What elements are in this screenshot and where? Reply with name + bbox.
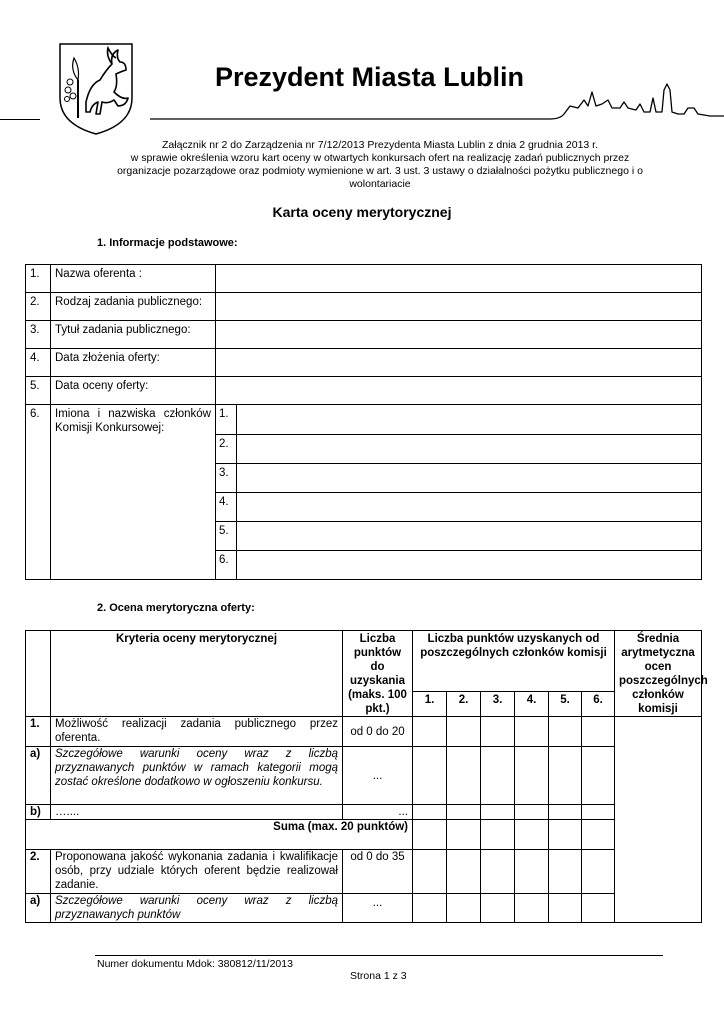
criterion-text: ….... xyxy=(51,805,343,820)
attachment-line: Załącznik nr 2 do Zarządzenia nr 7/12/2013 Prezydenta Miasta Lublin z dnia 2 grudnia 2013 r. xyxy=(161,139,599,151)
row-number: 1. xyxy=(26,265,51,293)
offerer-name-field[interactable] xyxy=(216,265,702,293)
score-cell[interactable] xyxy=(515,850,549,894)
score-cell[interactable] xyxy=(413,894,447,923)
member-number: 3. xyxy=(216,464,237,493)
row-number: 4. xyxy=(26,349,51,377)
member-number: 5. xyxy=(216,522,237,551)
page-title: Prezydent Miasta Lublin xyxy=(215,62,525,92)
max-points-header: Liczba punktów do uzyskania (maks. 100 pkt.) xyxy=(343,631,413,717)
basic-info-table xyxy=(25,264,702,580)
attachment-line: wolontariacie xyxy=(349,178,411,190)
card-title: Karta oceny merytorycznej xyxy=(272,204,452,220)
member-number: 1. xyxy=(216,405,237,435)
criteria-header: Kryteria oceny merytorycznej xyxy=(51,631,343,717)
score-cell[interactable] xyxy=(481,717,515,747)
average-header: Średnia arytmetyczna ocen poszczególnych członków komisji xyxy=(615,631,702,717)
score-cell[interactable] xyxy=(447,805,481,820)
row-number: 5. xyxy=(26,377,51,405)
score-cell[interactable] xyxy=(447,717,481,747)
criterion-number: 1. xyxy=(26,717,51,747)
score-cell[interactable] xyxy=(481,805,515,820)
member-name-field[interactable] xyxy=(237,551,702,580)
header-number-cell xyxy=(26,631,51,717)
table-row xyxy=(26,405,702,435)
score-cell[interactable] xyxy=(582,894,615,923)
evaluation-table xyxy=(25,630,708,923)
member-name-field[interactable] xyxy=(237,493,702,522)
section-2-heading: 2. Ocena merytoryczna oferty: xyxy=(97,602,255,614)
score-cell[interactable] xyxy=(549,747,582,805)
member-column-header: 5. xyxy=(549,691,582,716)
footer-divider xyxy=(95,955,663,956)
criterion-text: Szczegółowe warunki oceny wraz z liczbą przyznawanych punktów xyxy=(51,894,343,923)
score-cell[interactable] xyxy=(582,747,615,805)
average-cell[interactable] xyxy=(615,717,702,923)
score-cell[interactable] xyxy=(515,805,549,820)
score-cell[interactable] xyxy=(549,805,582,820)
attachment-note xyxy=(95,139,665,191)
member-column-header: 3. xyxy=(481,691,515,716)
criterion-number: a) xyxy=(26,894,51,923)
member-number: 6. xyxy=(216,551,237,580)
row-label: Nazwa oferenta : xyxy=(51,265,216,293)
member-column-header: 2. xyxy=(447,691,481,716)
attachment-line: w sprawie określenia wzoru kart oceny w otwartych konkursach ofert na realizację zadań publicznych przez xyxy=(130,152,630,164)
score-cell[interactable] xyxy=(447,894,481,923)
row-label: Data oceny oferty: xyxy=(51,377,216,405)
table-row xyxy=(26,894,702,923)
sum-row xyxy=(26,820,702,850)
table-row xyxy=(26,850,702,894)
row-number: 2. xyxy=(26,293,51,321)
score-cell[interactable] xyxy=(413,805,447,820)
sum-label: Suma (max. 20 punktów) xyxy=(26,820,413,850)
score-cell[interactable] xyxy=(515,820,549,850)
member-number: 4. xyxy=(216,493,237,522)
member-number: 2. xyxy=(216,435,237,464)
table-row xyxy=(26,805,702,820)
row-label: Data złożenia oferty: xyxy=(51,349,216,377)
score-cell[interactable] xyxy=(481,850,515,894)
score-cell[interactable] xyxy=(481,894,515,923)
score-cell[interactable] xyxy=(447,820,481,850)
row-label: Imiona i nazwiska członków Komisji Konkursowej: xyxy=(51,405,216,580)
evaluation-date-field[interactable] xyxy=(216,377,702,405)
row-number: 3. xyxy=(26,321,51,349)
member-name-field[interactable] xyxy=(237,522,702,551)
lublin-coat-of-arms-logo xyxy=(56,40,136,136)
criterion-number: b) xyxy=(26,805,51,820)
attachment-line: organizacje pozarządowe oraz podmioty wymienione w art. 3 ust. 3 ustawy o działalności pożytku publicznego i o xyxy=(117,165,643,177)
member-column-header: 4. xyxy=(515,691,549,716)
member-column-header: 1. xyxy=(413,691,447,716)
submission-date-field[interactable] xyxy=(216,349,702,377)
table-row xyxy=(26,747,702,805)
page-number: Strona 1 z 3 xyxy=(350,970,407,982)
score-cell[interactable] xyxy=(515,894,549,923)
table-row xyxy=(26,377,702,405)
lublin-skyline-graphic xyxy=(150,78,724,122)
score-cell[interactable] xyxy=(515,747,549,805)
table-row xyxy=(26,349,702,377)
score-cell[interactable] xyxy=(549,820,582,850)
score-cell[interactable] xyxy=(582,850,615,894)
score-cell[interactable] xyxy=(447,850,481,894)
criterion-points: od 0 do 35 xyxy=(343,850,413,894)
score-cell[interactable] xyxy=(413,747,447,805)
header-rule-left xyxy=(0,119,40,120)
score-cell[interactable] xyxy=(549,894,582,923)
criterion-points: od 0 do 20 xyxy=(343,717,413,747)
points-received-header: Liczba punktów uzyskanych od poszczególnych członków komisji xyxy=(413,631,615,692)
score-cell[interactable] xyxy=(413,820,447,850)
criterion-points: ... xyxy=(343,805,413,820)
table-header-row xyxy=(26,631,702,692)
criterion-number: 2. xyxy=(26,850,51,894)
criterion-points: ... xyxy=(343,894,413,923)
section-1-heading: 1. Informacje podstawowe: xyxy=(97,237,238,249)
score-cell[interactable] xyxy=(481,820,515,850)
task-type-field[interactable] xyxy=(216,293,702,321)
table-row xyxy=(26,293,702,321)
row-label: Rodzaj zadania publicznego: xyxy=(51,293,216,321)
score-cell[interactable] xyxy=(413,850,447,894)
table-row xyxy=(26,321,702,349)
criterion-text: Możliwość realizacji zadania publicznego przez oferenta. xyxy=(51,717,343,747)
member-name-field[interactable] xyxy=(237,464,702,493)
score-cell[interactable] xyxy=(549,850,582,894)
table-row xyxy=(26,717,702,747)
score-cell[interactable] xyxy=(582,820,615,850)
member-name-field[interactable] xyxy=(237,435,702,464)
member-name-field[interactable] xyxy=(237,405,702,435)
score-cell[interactable] xyxy=(481,747,515,805)
row-label: Tytuł zadania publicznego: xyxy=(51,321,216,349)
score-cell[interactable] xyxy=(582,717,615,747)
score-cell[interactable] xyxy=(515,717,549,747)
score-cell[interactable] xyxy=(582,805,615,820)
document-number: Numer dokumentu Mdok: 380812/11/2013 xyxy=(97,958,293,970)
criterion-points: ... xyxy=(343,747,413,805)
criterion-text: Proponowana jakość wykonania zadania i kwalifikacje osób, przy udziale których oferent będzie realizował zadanie. xyxy=(51,850,343,894)
score-cell[interactable] xyxy=(549,717,582,747)
score-cell[interactable] xyxy=(447,747,481,805)
row-number: 6. xyxy=(26,405,51,580)
member-column-header: 6. xyxy=(582,691,615,716)
task-title-field[interactable] xyxy=(216,321,702,349)
score-cell[interactable] xyxy=(413,717,447,747)
table-row xyxy=(26,265,702,293)
criterion-text: Szczegółowe warunki oceny wraz z liczbą przyznawanych punktów w ramach kategorii mogą zostać określone dodatkowo w ogłoszeniu konkursu. xyxy=(51,747,343,805)
criterion-number: a) xyxy=(26,747,51,805)
